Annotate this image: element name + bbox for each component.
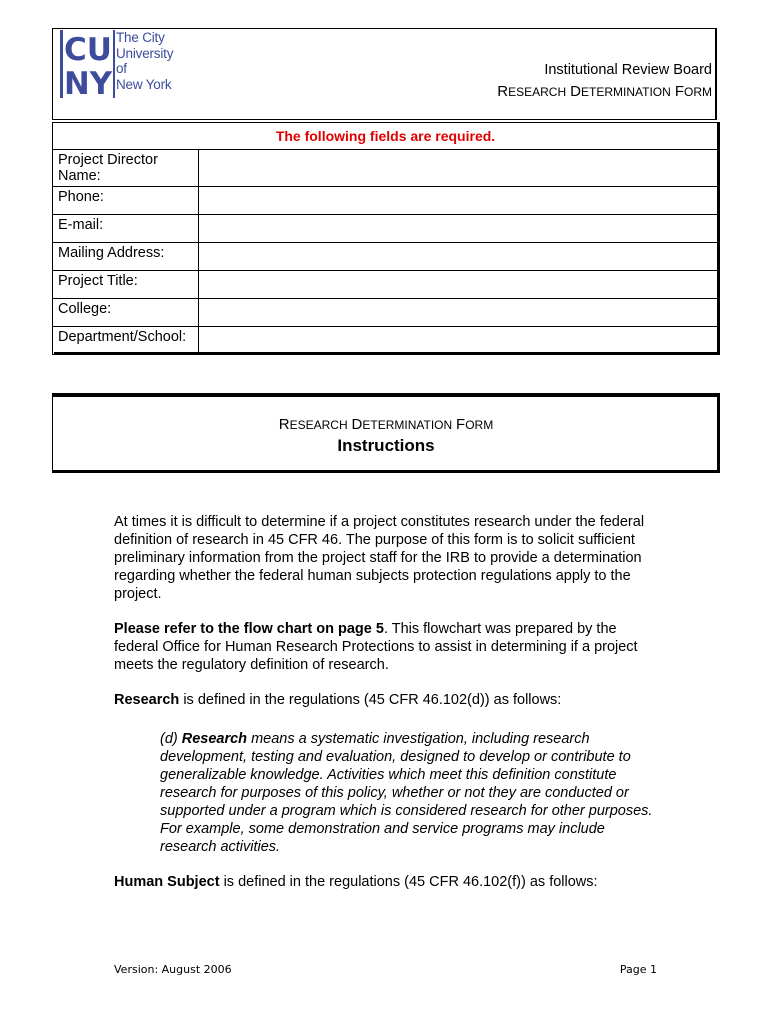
logo-wordmark <box>116 30 173 92</box>
field-label-project-title: Project Title: <box>53 271 199 299</box>
table-shadow-bottom <box>54 352 720 355</box>
table-shadow-right <box>717 122 720 354</box>
logo-line-2: University <box>116 45 174 61</box>
logo-line-4: New York <box>116 76 172 92</box>
footer-version: Version: August 2006 <box>114 963 232 976</box>
field-label-mailing: Mailing Address: <box>53 243 199 271</box>
logo-letters-bottom: NY <box>64 66 113 98</box>
instructions-heading: Instructions <box>337 436 435 455</box>
field-label-college: College: <box>53 299 199 327</box>
instructions-form-title: RESEARCH DETERMINATION FORM <box>278 416 494 433</box>
human-subject-definition-intro: Human Subject is defined in the regulations (45 CFR 46.102(f)) as follows: <box>114 874 598 890</box>
field-input-email[interactable] <box>199 215 719 243</box>
field-input-project-title[interactable] <box>199 271 719 299</box>
required-notice: The following fields are required. <box>53 123 719 150</box>
instructions-box <box>52 393 720 473</box>
field-label-email: E-mail: <box>53 215 199 243</box>
field-label-phone: Phone: <box>53 187 199 215</box>
field-input-college[interactable] <box>199 299 719 327</box>
field-input-director[interactable] <box>199 150 719 187</box>
field-label-department: Department/School: <box>53 327 199 355</box>
logo-line-3: of <box>116 61 127 76</box>
flowchart-reference: Please refer to the flow chart on page 5 <box>114 621 384 637</box>
logo-line-1: The City <box>116 30 165 45</box>
required-fields-table <box>52 122 719 355</box>
flowchart-paragraph: Please refer to the flow chart on page 5. This flowchart was prepared by the federal Office for Human Research Protections to assist in determining if a project meets the regulatory definition of research. <box>114 621 638 673</box>
footer-page-number: Page 1 <box>619 963 657 976</box>
field-label-director: Project Director Name: <box>53 150 199 187</box>
field-input-department[interactable] <box>199 327 719 355</box>
research-definition-intro: Research is defined in the regulations (45 CFR 46.102(d)) as follows: <box>114 692 562 708</box>
board-title: Institutional Review Board <box>544 62 712 78</box>
form-title: RESEARCH DETERMINATION FORM <box>497 83 712 100</box>
field-input-mailing[interactable] <box>199 243 719 271</box>
research-definition-quote: (d) Research means a systematic investigation, including research development, testing and evaluation, designed to develop or contribute to generalizable knowledge. Activities which meet this definition constitute research for purposes of this policy, whether or not they are conducted or supported under a program which is considered research for other purposes. For example, some demonstration and service programs may include research activities. <box>160 731 653 855</box>
field-input-phone[interactable] <box>199 187 719 215</box>
intro-paragraph: At times it is difficult to determine if a project constitutes research under the federal definition of research in 45 CFR 46. The purpose of this form is to solicit sufficient preliminary information from the project staff for the IRB to provide a determination regarding whether the federal human subjects protection regulations apply to the project. <box>114 514 645 602</box>
logo-letters-top: CU <box>64 32 112 68</box>
